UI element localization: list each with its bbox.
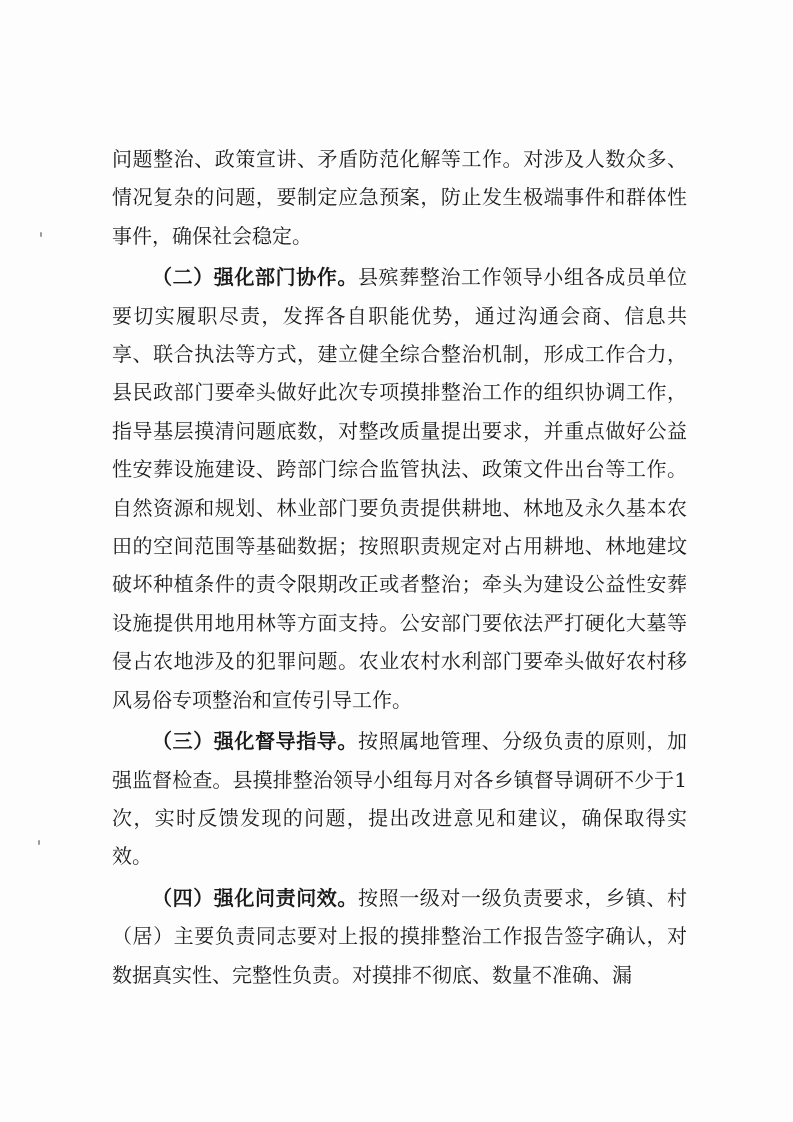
document-body xyxy=(112,140,687,994)
section-heading: （四）强化问责问效。 xyxy=(152,885,358,910)
scan-speck xyxy=(40,232,42,237)
paragraph-continuation xyxy=(112,140,687,255)
paragraph-text: 按照一级对一级负责要求，乡镇、村（居）主要负责同志要对上报的摸排整治工作报告签字确认，对数据真实性、完整性负责。对摸排不彻底、数量不准确、漏 xyxy=(112,885,687,987)
paragraph-text: 问题整治、政策宣讲、矛盾防范化解等工作。对涉及人数众多、情况复杂的问题，要制定应急预案，防止发生极端事件和群体性事件，确保社会稳定。 xyxy=(112,147,687,248)
section-heading: （二）强化部门协作。 xyxy=(152,265,358,290)
paragraph-accountability xyxy=(112,879,687,994)
scan-speck xyxy=(38,840,40,845)
paragraph-text: 按照属地管理、分级负责的原则，加强监督检查。县摸排整治领导小组每月对各乡镇督导调研不少于1次，实时反馈发现的问题，提出改进意见和建议，确保取得实效。 xyxy=(112,729,687,869)
section-heading: （三）强化督导指导。 xyxy=(152,729,358,754)
paragraph-supervision xyxy=(112,722,687,876)
paragraph-department-coordination xyxy=(112,258,687,719)
paragraph-text: 县殡葬整治工作领导小组各成员单位要切实履职尽责，发挥各自职能优势，通过沟通会商、信息共享、联合执法等方式，建立健全综合整治机制，形成工作合力，县民政部门要牵头做好此次专项摸排整治工作的组织协调工作，指导基层摸清问题底数，对整改质量提出要求，并重点做好公益性安葬设施建设、跨部门综合监管执法、政策文件出台等工作。自然资源和规划、林业部门要负责提供耕地、林地及永久基本农田的空间范围等基础数据；按照职责规定对占用耕地、林地建坟破坏种植条件的责令限期改正或者整治；牵头为建设公益性安葬设施提供用地用林等方面支持。公安部门要依法严打硬化大墓等侵占农地涉及的犯罪问题。农业农村水利部门要牵头做好农村移风易俗专项整治和宣传引导工作。 xyxy=(112,265,687,712)
